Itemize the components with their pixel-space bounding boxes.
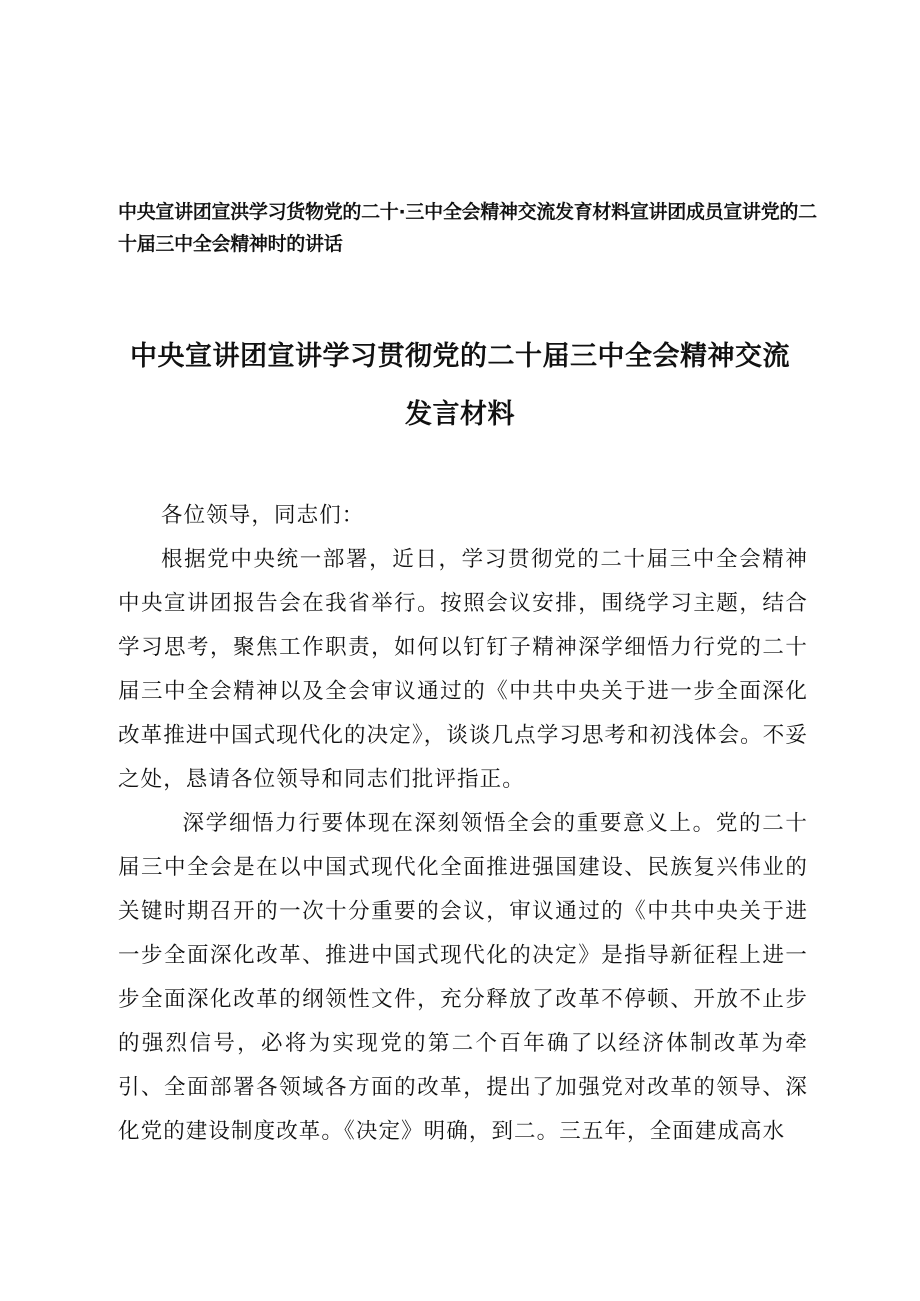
main-title-line-1: 中央宣讲团宣讲学习贯彻党的二十届三中全会精神交流 — [130, 341, 790, 372]
header-title: 中央宣讲团宣洪学习货物党的二十·三中全会精神交流发育材料宣讲团成员宣讲党的二十届三中全会精神时的讲话 — [118, 201, 817, 255]
main-title — [110, 328, 810, 444]
paragraph-2: 深学细悟力行要体现在深刻领悟全会的重要意义上。党的二十届三中全会是在以中国式现代化全面推进强国建设、民族复兴伟业的关键时期召开的一次十分重要的会议，审议通过的《中共中央关于进一步全面深化改革、推进中国式现代化的决定》是指导新征程上进一步全面深化改革的纲领性文件，充分释放了改革不停顿、开放不止步的强烈信号，必将为实现党的第二个百年确了以经济体制改革为牵引、全面部署各领域各方面的改革，提出了加强党对改革的领导、深化党的建设制度改革。《决定》明确，到二。三五年，全面建成高水 — [118, 811, 808, 1144]
body-text — [118, 494, 808, 1154]
paragraph-1: 根据党中央统一部署，近日，学习贯彻党的二十届三中全会精神中央宣讲团报告会在我省举行。按照会议安排，围绕学习主题，结合学习思考，聚焦工作职责，如何以钉钉子精神深学细悟力行党的二十届三中全会精神以及全会审议通过的《中共中央关于进一步全面深化改革推进中国式现代化的决定》，谈谈几点学习思考和初浅体会。不妥之处，恳请各位领导和同志们批评指正。 — [118, 547, 808, 792]
main-title-line-2: 发言材料 — [405, 399, 515, 430]
salutation: 各位领导，同志们： — [161, 503, 365, 528]
